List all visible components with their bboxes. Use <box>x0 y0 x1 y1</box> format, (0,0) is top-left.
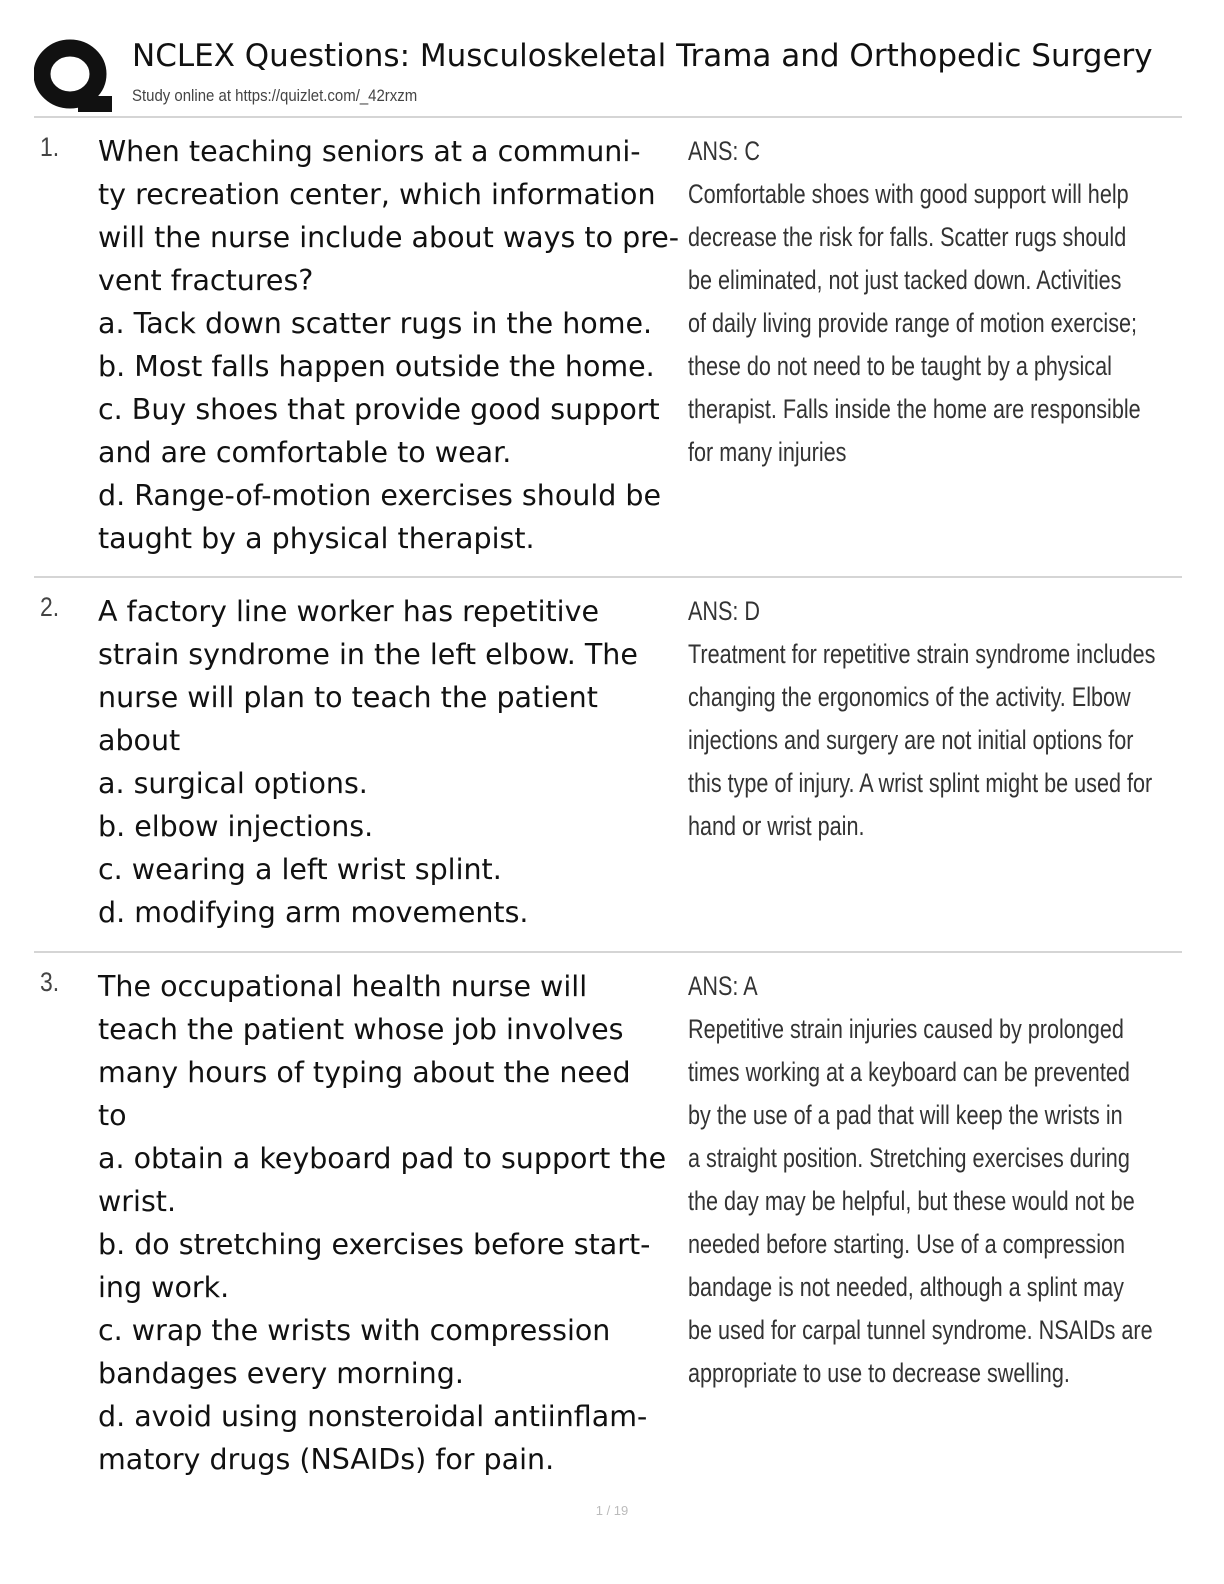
option-b: b. Most falls happen outside the home. <box>98 350 655 383</box>
option-a: a. surgical options. <box>98 767 368 800</box>
question-line: vent fractures? <box>98 264 314 297</box>
card-number: 1. <box>40 132 60 162</box>
rationale-line: be eliminated, not just tacked down. Activities <box>688 265 1122 295</box>
option-c-cont: bandages every morning. <box>98 1357 464 1390</box>
question-line: about <box>98 724 181 757</box>
option-a: a. Tack down scatter rugs in the home. <box>98 307 653 340</box>
question-line: nurse will plan to teach the patient <box>98 681 598 714</box>
option-d-cont: taught by a physical therapist. <box>98 522 535 555</box>
question-line: ty recreation center, which information <box>98 178 656 211</box>
rationale-line: of daily living provide range of motion exercise; <box>688 308 1138 338</box>
page-header <box>34 34 1184 114</box>
question-line: to <box>98 1099 127 1132</box>
rationale-line: these do not need to be taught by a physical <box>688 351 1112 381</box>
rationale-line: for many injuries <box>688 437 847 467</box>
rationale-line: Comfortable shoes with good support will help <box>688 179 1129 209</box>
rationale-line: hand or wrist pain. <box>688 811 865 841</box>
answer-text <box>688 590 1188 848</box>
rationale-line: decrease the risk for falls. Scatter rugs should <box>688 222 1127 252</box>
option-c-cont: and are comfortable to wear. <box>98 436 512 469</box>
rationale-line: changing the ergonomics of the activity. Elbow <box>688 682 1131 712</box>
option-d: d. Range-of-motion exercises should be <box>98 479 662 512</box>
flashcard-3 <box>34 965 1182 1490</box>
option-b: b. elbow injections. <box>98 810 374 843</box>
option-d-cont: matory drugs (NSAIDs) for pain. <box>98 1443 555 1476</box>
rationale-line: a straight position. Stretching exercises during <box>688 1143 1130 1173</box>
flashcard-1 <box>34 130 1182 570</box>
option-c: c. wrap the wrists with compression <box>98 1314 611 1347</box>
answer-key: ANS: A <box>688 971 758 1001</box>
rationale-line: therapist. Falls inside the home are responsible <box>688 394 1141 424</box>
answer-text <box>688 130 1188 474</box>
rationale-line: be used for carpal tunnel syndrome. NSAIDs are <box>688 1315 1153 1345</box>
rationale-line: Repetitive strain injuries caused by prolonged <box>688 1014 1124 1044</box>
answer-key: ANS: D <box>688 596 761 626</box>
question-line: strain syndrome in the left elbow. The <box>98 638 638 671</box>
question-line: teach the patient whose job involves <box>98 1013 624 1046</box>
rationale-line: Treatment for repetitive strain syndrome includes <box>688 639 1156 669</box>
document-title: NCLEX Questions: Musculoskeletal Trama and Orthopedic Surgery <box>132 38 1153 74</box>
option-c: c. Buy shoes that provide good support <box>98 393 660 426</box>
option-d: d. avoid using nonsteroidal antiinflam- <box>98 1400 648 1433</box>
quizlet-logo-icon <box>34 38 112 114</box>
page-number: 1 / 19 <box>595 1503 629 1518</box>
card-number: 2. <box>40 592 60 622</box>
rationale-line: appropriate to use to decrease swelling. <box>688 1358 1070 1388</box>
rationale-line: needed before starting. Use of a compression <box>688 1229 1126 1259</box>
rationale-line: bandage is not needed, although a splint may <box>688 1272 1124 1302</box>
card-divider <box>34 951 1182 953</box>
rationale-line: this type of injury. A wrist splint might be used for <box>688 768 1153 798</box>
card-number: 3. <box>40 967 60 997</box>
question-text <box>98 130 693 560</box>
rationale-line: times working at a keyboard can be prevented <box>688 1057 1130 1087</box>
answer-key: ANS: C <box>688 136 761 166</box>
question-line: will the nurse include about ways to pre- <box>98 221 680 254</box>
rationale-line: by the use of a pad that will keep the wrists in <box>688 1100 1123 1130</box>
question-line: A factory line worker has repetitive <box>98 595 600 628</box>
rationale-line: the day may be helpful, but these would not be <box>688 1186 1135 1216</box>
option-b: b. do stretching exercises before start- <box>98 1228 651 1261</box>
option-b-cont: ing work. <box>98 1271 230 1304</box>
question-text <box>98 965 693 1481</box>
option-c: c. wearing a left wrist splint. <box>98 853 502 886</box>
question-line: When teaching seniors at a communi- <box>98 135 641 168</box>
answer-text <box>688 965 1188 1395</box>
option-a: a. obtain a keyboard pad to support the <box>98 1142 667 1175</box>
study-online-link[interactable]: Study online at https://quizlet.com/_42rxzm <box>132 86 418 105</box>
question-line: The occupational health nurse will <box>98 970 588 1003</box>
option-a-cont: wrist. <box>98 1185 177 1218</box>
card-divider <box>34 576 1182 578</box>
header-divider <box>34 116 1182 118</box>
question-line: many hours of typing about the need <box>98 1056 631 1089</box>
flashcard-2 <box>34 590 1182 940</box>
rationale-line: injections and surgery are not initial options for <box>688 725 1134 755</box>
option-d: d. modifying arm movements. <box>98 896 529 929</box>
question-text <box>98 590 693 934</box>
